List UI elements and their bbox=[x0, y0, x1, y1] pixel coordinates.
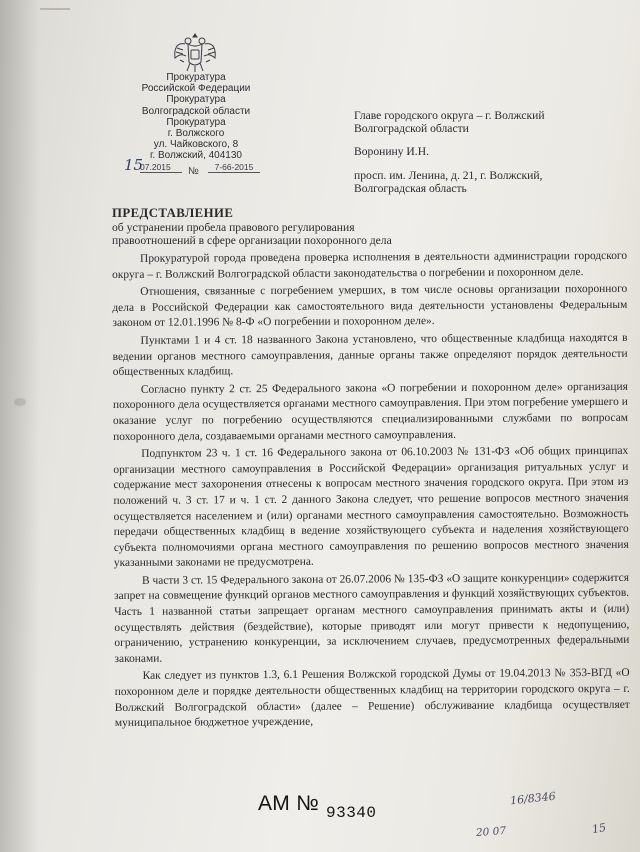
sender-block bbox=[118, 72, 274, 162]
body-paragraph: В части 3 ст. 15 Федерального закона от 26.07.2006 № 135-ФЗ «О защите конкуренции» содержится запрет на совмещение функций органов местного самоуправления и функций хозяйствующих субъектов. Часть 1 названной статьи запрещает органам местного самоуправления принимать акты и (или) осуществлять действия (бездействие), которые приводят или могут привести к недопущению, ограничению, устранению конкуренции, за исключением случаев, предусмотренных федеральными законами. bbox=[114, 571, 630, 665]
sender-line: ул. Чайковского, 8 bbox=[153, 139, 239, 151]
addressee-block bbox=[354, 109, 622, 195]
addressee-to-line: Волгоградской области bbox=[354, 122, 469, 136]
body-paragraph: Прокуратурой города проведена проверка исполнения в деятельности администрации городского округа – г. Волжский Волгоградской области законодательства о погребении и похоронном деле. bbox=[112, 249, 628, 281]
title-block bbox=[112, 206, 457, 247]
reg-date: 07.2015 bbox=[140, 162, 182, 173]
document-subject-line: об устранении пробела правового регулирования bbox=[112, 221, 355, 234]
incoming-stamp-number: 93340 bbox=[326, 804, 377, 822]
addressee-to-line: Главе городского округа – г. Волжский bbox=[354, 109, 545, 122]
body-paragraph: Отношения, связанные с погребением умерших, в том числе основы организации похоронного дела в Российской Федерации как самостоятельного вида деятельности установлены Федеральным законом от 12.01.1996 № 8-Ф «О погребении и похоронном деле». bbox=[112, 283, 628, 330]
page-shadow bbox=[0, 0, 40, 852]
sender-line: Российской Федерации bbox=[141, 83, 251, 95]
handwritten-note: 16/8346 bbox=[509, 789, 557, 808]
sender-line: г. Волжский, 404130 bbox=[150, 150, 242, 162]
handwritten-note: 20 07 bbox=[475, 824, 507, 840]
reg-day-handwritten: 15 bbox=[124, 156, 144, 174]
document-subject-line: правоотношений в сфере организации похоронного дела bbox=[112, 234, 392, 247]
body-paragraph: Как следует из пунктов 1.3, 6.1 Решения Волжской городской Думы от 19.04.2013 № 353-ВГД «О похоронном деле и порядке деятельности общественных кладбищ на территории городского округа – г. Волжский Волгоградской области» (далее – Решение) обслуживание кладбища осуществляет муниципальное бюджетное учреждение, bbox=[114, 667, 630, 730]
reg-no-label: № bbox=[188, 166, 199, 177]
body-paragraph: Подпунктом 23 ч. 1 ст. 16 Федерального закона от 06.10.2003 № 131-ФЗ «Об общих принципах организации местного самоуправления в Российской Федерации» организация ритуальных услуг и содержание мест захоронения отнесены к вопросам местного значения городского округа. При этом из положений ч. 3 ст. 17 и ч. 1 ст. 2 данного Закона следует, что решение вопросов местного значения осуществляется населением и (или) органами местного самоуправления самостоятельно. Возможность передачи общественных кладбищ в ведение хозяйствующего субъекта и наделения хозяйствующего субъекта полномочиями органа местного самоуправления по решению вопросов местного значения указанными законами не предусмотрена. bbox=[113, 444, 629, 570]
sender-line: Прокуратура bbox=[166, 72, 226, 83]
addressee-address-line: Волгоградская область bbox=[354, 181, 467, 195]
double-headed-eagle-emblem-icon bbox=[172, 30, 218, 74]
document-title: ПРЕДСТАВЛЕНИЕ bbox=[112, 206, 234, 220]
addressee-name: Воронину И.Н. bbox=[354, 145, 429, 159]
smudge bbox=[14, 398, 26, 406]
document-body bbox=[112, 249, 630, 732]
handwritten-note: 15 bbox=[590, 820, 608, 837]
page-mark bbox=[40, 8, 70, 10]
reg-number: 7-66-2015 bbox=[208, 162, 260, 173]
sender-line: г. Волжского bbox=[167, 128, 225, 140]
incoming-stamp-label: АМ № bbox=[258, 792, 320, 815]
addressee-address-line: просп. им. Ленина, д. 21, г. Волжский, bbox=[354, 168, 543, 182]
sender-line: Прокуратура bbox=[166, 94, 226, 106]
body-paragraph: Согласно пункту 2 ст. 25 Федерального закона «О погребении и похоронном деле» организация похоронного дела осуществляется органами местного самоуправления. При этом погребение умершего и оказание услуг по погребению осуществляются специализированными службами по вопросам похоронного дела, создаваемыми органами местного самоуправления. bbox=[112, 380, 629, 443]
sender-line: Волгоградской области bbox=[141, 105, 251, 117]
body-paragraph: Пунктами 1 и 4 ст. 18 названного Закона установлено, что общественные кладбища находятся в ведении органов местного самоуправления, данные органы также определяют порядок деятельности общественных кладбищ. bbox=[112, 331, 628, 379]
sender-line: Прокуратура bbox=[166, 116, 226, 128]
